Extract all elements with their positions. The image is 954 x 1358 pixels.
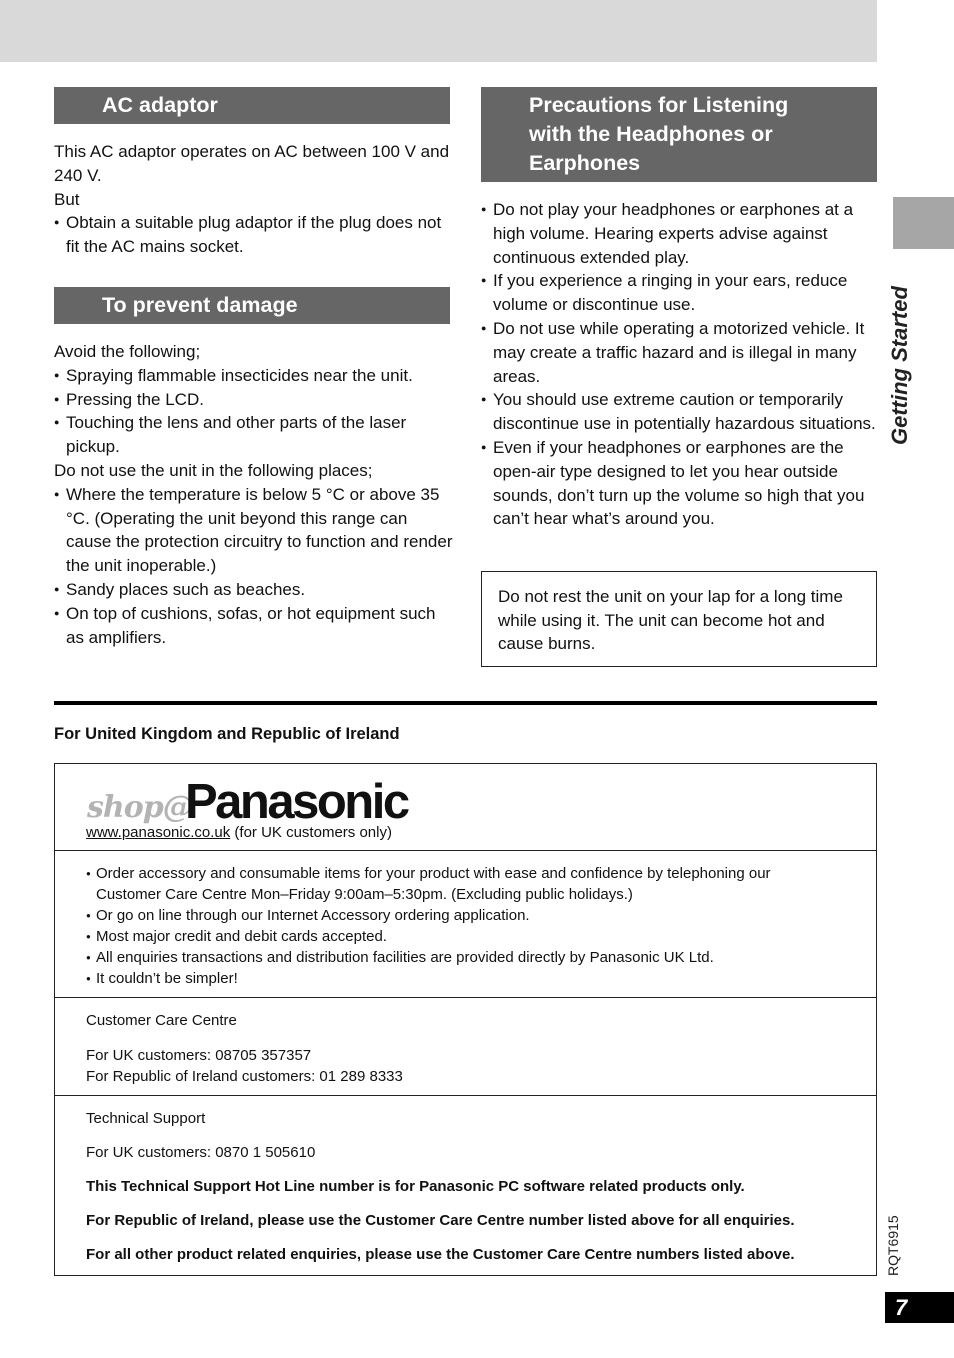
avoid-item: ● Touching the lens and other parts of the laser pickup. [54, 411, 454, 459]
lap-warning-box [481, 571, 877, 667]
shop-benefit-item: ● Most major credit and debit cards accepted. [86, 926, 836, 947]
ac-adaptor-section [54, 140, 454, 259]
precaution-item: ● Do not use while operating a motorized vehicle. It may create a traffic hazard and is illegal in many areas. [481, 317, 877, 388]
precaution-item: ● You should use extreme caution or temporarily discontinue use in potentially hazardous situations. [481, 388, 877, 436]
shop-section [55, 764, 876, 851]
avoid-item: ● Spraying flammable insecticides near the unit. [54, 364, 454, 388]
precautions-heading-line: Precautions for Listening [529, 93, 789, 117]
customer-care-section [86, 1010, 846, 1087]
panel-separator [55, 850, 876, 851]
tech-support-uk: For UK customers: 0870 1 505610 [86, 1144, 316, 1161]
prevent-damage-section [54, 340, 454, 649]
shop-url-note: (for UK customers only) [234, 824, 392, 841]
precautions-heading-line: Earphones [529, 151, 641, 175]
section-tab-marker [893, 197, 954, 249]
precaution-item: ● Even if your headphones or earphones are the open-air type designed to let you hear outside sounds, don’t turn up the volume so high that you can’t hear what’s around you. [481, 436, 877, 531]
document-code: RQT6915 [885, 1215, 901, 1276]
precautions-heading [481, 87, 877, 182]
place-item: ● Where the temperature is below 5 °C or above 35 °C. (Operating the unit beyond this range can cause the protection circuitry to function and render the unit inoperable.) [54, 483, 454, 578]
panasonic-logo: Panasonic [185, 775, 408, 829]
ac-adaptor-but: But [54, 189, 80, 209]
shop-benefit-item: ● Or go on line through our Internet Accessory ordering application. [86, 905, 836, 926]
header-band [0, 0, 877, 62]
ac-adaptor-intro: This AC adaptor operates on AC between 100 V and 240 V. [54, 142, 450, 185]
prevent-damage-heading: To prevent damage [54, 287, 450, 324]
tech-support-note: For all other product related enquiries, please use the Customer Care Centre numbers listed above. [86, 1246, 795, 1263]
avoid-item: ● Pressing the LCD. [54, 388, 454, 412]
panel-separator [55, 997, 876, 998]
shop-logo: shop@ [87, 790, 192, 825]
shop-benefits-list [86, 863, 836, 989]
place-item: ● Sandy places such as beaches. [54, 578, 454, 602]
precaution-item: ● If you experience a ringing in your ears, reduce volume or discontinue use. [481, 269, 877, 317]
customer-care-title: Customer Care Centre [86, 1012, 237, 1029]
customer-care-ireland: For Republic of Ireland customers: 01 289 8333 [86, 1068, 403, 1085]
places-intro: Do not use the unit in the following places; [54, 460, 373, 480]
uk-ireland-heading: For United Kingdom and Republic of Ireland [54, 725, 400, 743]
ac-adaptor-heading: AC adaptor [54, 87, 450, 124]
place-item: ● On top of cushions, sofas, or hot equipment such as amplifiers. [54, 602, 454, 650]
uk-info-panel [54, 763, 877, 1276]
section-side-label: Getting Started [887, 286, 912, 445]
avoid-intro: Avoid the following; [54, 342, 201, 361]
shop-benefit-item: ● All enquiries transactions and distribution facilities are provided directly by Panasonic UK Ltd. [86, 947, 836, 968]
tech-support-note: This Technical Support Hot Line number is for Panasonic PC software related products only. [86, 1178, 745, 1195]
section-divider [54, 701, 877, 705]
precaution-item: ● Do not play your headphones or earphones at a high volume. Hearing experts advise against continuous extended play. [481, 198, 877, 269]
precautions-section [481, 198, 877, 531]
page-number: 7 [885, 1292, 954, 1323]
shop-url-link[interactable]: www.panasonic.co.uk [86, 824, 231, 841]
tech-support-section [86, 1108, 856, 1265]
tech-support-title: Technical Support [86, 1110, 206, 1127]
lap-warning-text: Do not rest the unit on your lap for a long time while using it. The unit can become hot and cause burns. [498, 587, 843, 653]
precautions-heading-line: with the Headphones or [529, 122, 773, 146]
shop-benefit-item: ● Order accessory and consumable items for your product with ease and confidence by telephoning our Customer Care Centre Mon–Friday 9:00am–5:30pm. (Excluding public holidays.) [86, 863, 836, 905]
customer-care-uk: For UK customers: 08705 357357 [86, 1047, 312, 1064]
ac-adaptor-bullet: ● Obtain a suitable plug adaptor if the plug does not fit the AC mains socket. [54, 211, 454, 259]
shop-benefit-item: ● It couldn’t be simpler! [86, 968, 836, 989]
tech-support-note: For Republic of Ireland, please use the Customer Care Centre number listed above for all enquiries. [86, 1212, 795, 1229]
panel-separator [55, 1095, 876, 1096]
shop-url-line [86, 822, 392, 843]
